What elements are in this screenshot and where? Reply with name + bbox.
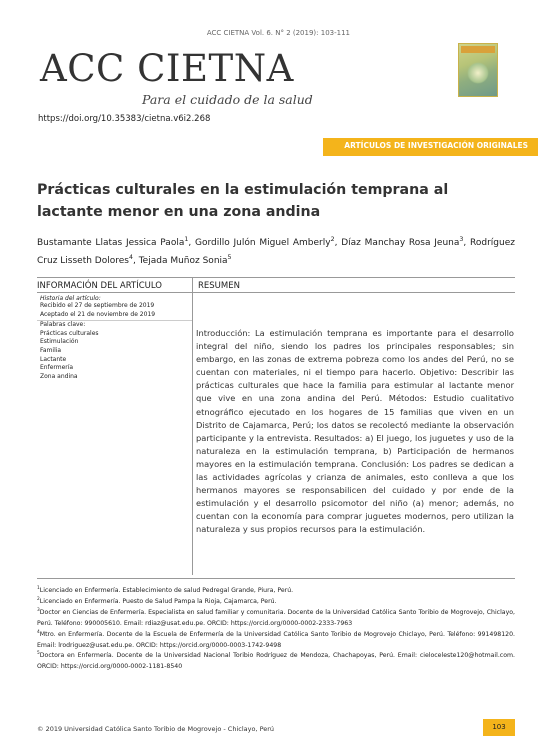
keyword: Prácticas culturales xyxy=(40,329,99,337)
author-name: Tejada Muñoz Sonia xyxy=(138,256,228,266)
author-name: Díaz Manchay Rosa Jeuna xyxy=(341,238,460,248)
article-info-heading: INFORMACIÓN DEL ARTÍCULO xyxy=(37,278,192,293)
author-affiliation-mark: 5 xyxy=(227,254,232,261)
footnote-text: Mtro. en Enfermería. Docente de la Escuela de Enfermería de la Universidad Católica Santo Toribio de Mogrovejo Chiclayo, Perú. Teléfono: 991498120. Email: lrodriguez@usat.edu.pe. ORCID: https://orcid.org/0000-0003-1742-9498 xyxy=(37,630,515,649)
affiliation-footnotes xyxy=(37,586,515,673)
author-affiliation-mark: 1 xyxy=(184,236,189,243)
footnote-text: Doctor en Ciencias de Enfermería. Especialista en salud familiar y comunitaria. Docente de la Universidad Católica Santo Toribio de Mogrovejo, Chiclayo, Perú. Teléfono: 990005610. Email: rdiaz@usat.edu.pe. ORCID: https://orcid.org/0000-0002-2333-7963 xyxy=(37,608,515,627)
footnote-mark: 3 xyxy=(37,607,40,613)
cover-header-band xyxy=(461,46,495,53)
keyword: Zona andina xyxy=(40,372,78,380)
page-number: 103 xyxy=(483,719,515,736)
footnote-text: Licenciado en Enfermería. Puesto de Salud Pampa la Rioja, Cajamarca, Perú. xyxy=(39,597,277,605)
footnote xyxy=(37,597,515,608)
abstract-panel xyxy=(192,277,515,575)
footnote-mark: 5 xyxy=(37,651,40,657)
keyword: Familia xyxy=(40,346,62,354)
footnote-text: Licenciado en Enfermería. Establecimiento de salud Pedregal Grande, Piura, Perú. xyxy=(39,587,294,594)
author-name: Gordillo Julón Miguel Amberly xyxy=(195,238,331,248)
footnote-mark: 4 xyxy=(37,629,40,635)
section-rule xyxy=(323,155,538,156)
accepted-date: Aceptado el 21 de noviembre de 2019 xyxy=(40,310,156,318)
cover-tree-graphic xyxy=(467,62,489,84)
article-info-panel xyxy=(37,277,192,575)
footnote xyxy=(37,586,515,597)
footnote xyxy=(37,630,515,652)
journal-cover-thumbnail xyxy=(458,43,498,97)
history-label: Historia del artículo: xyxy=(40,295,101,302)
keyword: Lactante xyxy=(40,355,67,363)
copyright-notice: © 2019 Universidad Católica Santo Toribio de Mogrovejo - Chiclayo, Perú xyxy=(37,725,275,733)
footnote xyxy=(37,651,515,673)
author-affiliation-mark: 4 xyxy=(128,254,133,261)
section-label: ARTÍCULOS DE INVESTIGACIÓN ORIGINALES xyxy=(344,141,528,150)
journal-logo-subtitle: Para el cuidado de la salud xyxy=(142,92,313,107)
author-affiliation-mark: 2 xyxy=(330,236,335,243)
journal-logo-title: ACC CIETNA xyxy=(40,47,294,90)
author-affiliation-mark: 3 xyxy=(459,236,464,243)
author-name: Rodríguez Cruz Lisseth Dolores xyxy=(37,238,515,266)
footnote-mark: 2 xyxy=(37,596,40,602)
doi-link[interactable]: https://doi.org/10.35383/cietna.v6i2.268 xyxy=(38,114,211,124)
abstract-text: Introducción: La estimulación temprana es importante para el desarrollo integral del niño, siendo los padres los principales responsables; sin embargo, en las zonas de extrema pobreza como los andes del Perú, no se cuentan con materiales, ni el tiempo para hacerlo. Objetivo: Describir las prácticas culturales que hace la familia para estimular al lactante menor que vive en una zona andina del Perú. Métodos: Estudio cualitativo etnográfico ejecutado en los hogares de 15 familias que viven en un Distrito de Cajamarca, Perú; los datos se recolectó mediante la observación participante y la entrevista. Resultados: a) El juego, los juguetes y uso de la naturaleza en la estimulación temprana, b) Participación de hermanos mayores en la estimulación temprana. Conclusión: Los padres se dedican a las actividades agrícolas y crianza de animales, esto conlleva a que los hermanos mayores se responsabilicen del cuidado y por ende de la estimulación y el desarrollo psicomotor del niño (a) menor; además, no cuentan con la economía para comprar juguetes modernos, pero utilizan la naturaleza y sus propios recursos para la estimulación. xyxy=(196,328,514,535)
journal-reference: ACC CIETNA Vol. 6. N° 2 (2019): 103-111 xyxy=(206,29,350,37)
footnote-divider xyxy=(37,578,515,579)
author-list: Bustamante Llatas Jessica Paola$^1$, Gordillo Julón Miguel Amberly$^2$, Díaz Manchay Rosa Jeuna$^3$, Rodríguez Cruz Lisseth Dolores$^4$, Tejada Muñoz Sonia$^5$ xyxy=(37,236,515,266)
keyword: Enfermería xyxy=(40,364,74,372)
abstract-heading: RESUMEN xyxy=(193,278,515,293)
author-name: Bustamante Llatas Jessica Paola xyxy=(37,238,185,248)
footnote xyxy=(37,608,515,630)
keywords-label: Palabras clave: xyxy=(40,321,86,329)
section-banner xyxy=(323,138,538,155)
footnote-text: Doctora en Enfermería. Docente de la Universidad Nacional Toribio Rodríguez de Mendoza, Chachapoyas, Perú. Email: cieloceleste120@hotmail.com. ORCID: https://orcid.org/0000-0002-1181-8540 xyxy=(37,652,515,671)
footnote-mark: 1 xyxy=(37,585,40,591)
keyword: Estimulación xyxy=(40,338,79,346)
article-title: Prácticas culturales en la estimulación temprana al lactante menor en una zona andina xyxy=(37,182,449,220)
received-date: Recibido el 27 de septiembre de 2019 xyxy=(40,302,155,309)
